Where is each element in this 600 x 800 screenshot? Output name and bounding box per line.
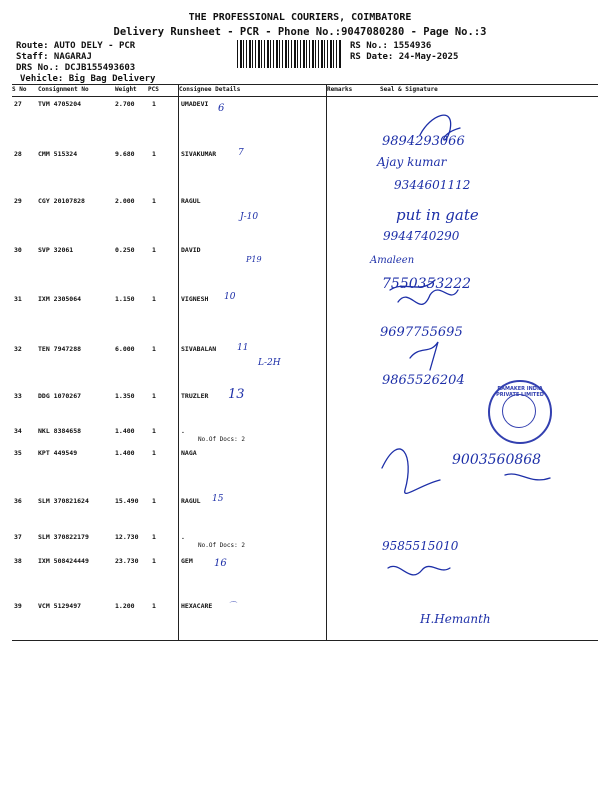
row-sno: 30 (14, 246, 22, 254)
handwritten-note: put in gate (396, 206, 479, 224)
col-remarks: Remarks (327, 86, 353, 93)
stamp-text: RAMAKER INDIA PRIVATE LIMITED (496, 386, 544, 398)
table-top-border (12, 84, 598, 85)
handwritten-phone: 9944740290 (383, 229, 460, 243)
row-consignment: IXM 508424449 (38, 557, 89, 565)
barcode (237, 40, 342, 68)
handwritten-phone: 9344601112 (394, 178, 471, 192)
handwritten-mark: 7 (238, 148, 244, 158)
handwritten-mark: L-2H (258, 358, 281, 368)
signature-mark-38 (388, 566, 450, 575)
row-consignee: DAVID (181, 246, 201, 254)
handwritten-signature: Ajay kumar (377, 155, 447, 169)
row-sno: 36 (14, 497, 22, 505)
row-consignee: HEXACARE (181, 602, 213, 610)
row-consignee: . (181, 427, 185, 435)
row-doc-count: No.Of Docs: 2 (198, 542, 245, 549)
row-pcs: 1 (152, 602, 156, 610)
runsheet-title: Delivery Runsheet - PCR - Phone No.:9047080280 - Page No.:3 (113, 26, 487, 38)
handwritten-phone: 9697755695 (380, 325, 463, 340)
signature-mark-27 (420, 115, 460, 140)
row-pcs: 1 (152, 533, 156, 541)
handwritten-mark: 10 (224, 292, 236, 302)
row-sno: 39 (14, 602, 22, 610)
row-sno: 38 (14, 557, 22, 565)
company-title: THE PROFESSIONAL COURIERS, COIMBATORE (188, 12, 412, 23)
row-weight: 0.250 (115, 246, 135, 254)
row-consignment: VCM 5129497 (38, 602, 82, 610)
row-consignee: SIVAKUMAR (181, 150, 217, 158)
row-consignee: TRUZLER (181, 392, 209, 400)
company-stamp (488, 380, 552, 444)
row-weight: 1.150 (115, 295, 135, 303)
handwritten-phone: 9003560868 (452, 452, 542, 468)
row-pcs: 1 (152, 427, 156, 435)
handwritten-mark: 11 (237, 343, 249, 353)
row-pcs: 1 (152, 197, 156, 205)
rs-number: RS No.: 1554936 (350, 41, 432, 51)
signature-mark-29 (390, 280, 435, 290)
row-consignment: IXM 2305064 (38, 295, 82, 303)
row-consignee: UMADEVI (181, 100, 209, 108)
row-weight: 2.700 (115, 100, 135, 108)
handwritten-phone: 9865526204 (382, 373, 465, 388)
row-pcs: 1 (152, 392, 156, 400)
row-consignee: . (181, 533, 185, 541)
row-sno: 37 (14, 533, 22, 541)
stamp-inner-ring (502, 394, 536, 428)
handwritten-phone: 9894293066 (382, 134, 465, 149)
row-weight: 6.000 (115, 345, 135, 353)
rs-date: RS Date: 24-May-2025 (350, 52, 459, 62)
row-consignment: SLM 370821624 (38, 497, 89, 505)
drs-label: DRS No.: DCJB155493603 (16, 63, 136, 73)
col-sno: S No (12, 86, 27, 93)
handwritten-mark: 16 (214, 558, 227, 569)
row-weight: 1.200 (115, 602, 135, 610)
handwritten-mark: 13 (228, 387, 245, 402)
signature-mark-32 (410, 342, 438, 370)
row-consignee: NAGA (181, 449, 197, 457)
row-consignee: SIVABALAN (181, 345, 217, 353)
signature-mark-36 (505, 474, 550, 480)
row-pcs: 1 (152, 100, 156, 108)
row-sno: 32 (14, 345, 22, 353)
row-consignment: SVP 32061 (38, 246, 74, 254)
col-pcs: PCS (148, 86, 159, 93)
row-sno: 29 (14, 197, 22, 205)
handwritten-mark: 6 (218, 103, 225, 114)
row-consignee: GEM (181, 557, 193, 565)
row-pcs: 1 (152, 345, 156, 353)
handwritten-mark: 15 (212, 494, 224, 504)
row-doc-count: No.Of Docs: 2 (198, 436, 245, 443)
signature-scribbles (360, 90, 590, 640)
row-sno: 28 (14, 150, 22, 158)
signature-mark-35 (382, 449, 440, 493)
row-weight: 1.350 (115, 392, 135, 400)
row-pcs: 1 (152, 150, 156, 158)
handwritten-mark: J-10 (240, 212, 259, 222)
row-consignment: DDG 1070267 (38, 392, 82, 400)
handwritten-mark: ⌒ (228, 601, 236, 610)
row-consignment: TEN 7947288 (38, 345, 82, 353)
row-consignment: SLM 370822179 (38, 533, 89, 541)
handwritten-note: Amaleen (370, 255, 415, 266)
col-seal-signature: Seal & Signature (380, 86, 438, 93)
row-consignment: CGY 20107828 (38, 197, 85, 205)
handwritten-mark: P19 (246, 255, 262, 264)
col-consignee: Consignee Details (179, 86, 241, 93)
row-consignment: NKL 8384658 (38, 427, 82, 435)
col-consignment: Consignment No (38, 86, 89, 93)
row-weight: 9.680 (115, 150, 135, 158)
handwritten-signature: H.Hemanth (420, 612, 491, 626)
row-weight: 2.000 (115, 197, 135, 205)
row-consignee: RAGUL (181, 497, 201, 505)
row-consignee: VIGNESH (181, 295, 209, 303)
row-pcs: 1 (152, 449, 156, 457)
row-sno: 34 (14, 427, 22, 435)
handwritten-phone: 7550353222 (382, 276, 472, 292)
vehicle-label: Vehicle: Big Bag Delivery (20, 74, 156, 84)
route-label: Route: AUTO DELY - PCR (16, 41, 136, 51)
row-weight: 23.730 (115, 557, 139, 565)
handwritten-phone: 9585515010 (382, 539, 459, 553)
row-weight: 15.490 (115, 497, 139, 505)
row-pcs: 1 (152, 557, 156, 565)
row-sno: 27 (14, 100, 22, 108)
row-sno: 35 (14, 449, 22, 457)
row-consignee: RAGUL (181, 197, 201, 205)
row-pcs: 1 (152, 246, 156, 254)
row-weight: 1.400 (115, 449, 135, 457)
row-pcs: 1 (152, 497, 156, 505)
row-sno: 33 (14, 392, 22, 400)
row-sno: 31 (14, 295, 22, 303)
staff-label: Staff: NAGARAJ (16, 52, 92, 62)
row-weight: 12.730 (115, 533, 139, 541)
row-consignment: KPT 449549 (38, 449, 78, 457)
row-weight: 1.400 (115, 427, 135, 435)
row-consignment: TVM 4705204 (38, 100, 82, 108)
col-weight: Weight (115, 86, 137, 93)
row-pcs: 1 (152, 295, 156, 303)
row-consignment: CMM 515324 (38, 150, 78, 158)
table-bottom-border (12, 640, 598, 641)
signature-mark-31 (398, 290, 458, 304)
